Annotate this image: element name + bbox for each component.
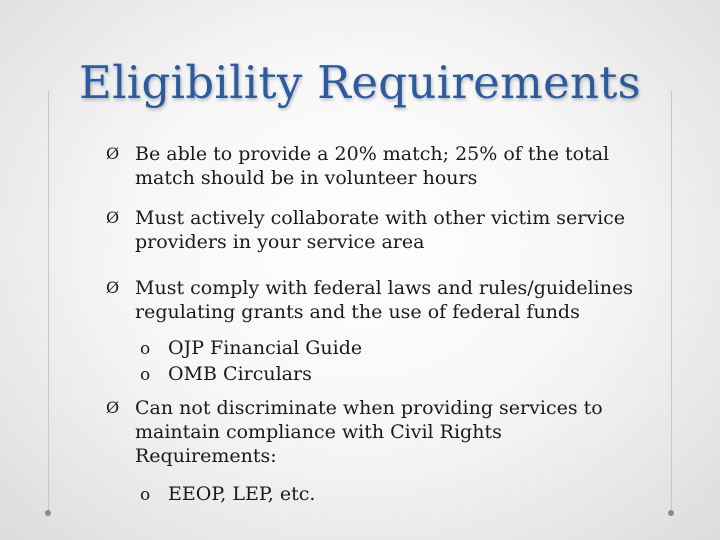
bullet-text: Must actively collaborate with other victim service providers in your service area — [135, 207, 626, 253]
sub-bullet-item — [140, 362, 312, 387]
circle-bullet-icon: o — [140, 339, 151, 359]
bullet-item — [106, 206, 655, 254]
sub-bullet-text: OMB Circulars — [168, 363, 312, 385]
arrow-bullet-icon: Ø — [106, 398, 120, 417]
bullet-text: Must comply with federal laws and rules/guidelines regulating grants and the use of federal funds — [135, 277, 633, 323]
arrow-bullet-icon: Ø — [106, 208, 120, 227]
arrow-bullet-icon: Ø — [106, 144, 120, 163]
slide-title: Eligibility Requirements — [78, 56, 642, 109]
bullet-item — [106, 142, 655, 190]
sub-bullet-text: EEOP, LEP, etc. — [168, 483, 316, 505]
bullet-item — [106, 396, 625, 468]
arrow-bullet-icon: Ø — [106, 278, 120, 297]
sub-bullet-item — [140, 336, 362, 361]
circle-bullet-icon: o — [140, 365, 151, 385]
sub-bullet-item — [140, 482, 315, 507]
bullet-text: Can not discriminate when providing services to maintain compliance with Civil Rights Requirements: — [135, 397, 603, 467]
bullet-item — [106, 276, 655, 324]
sub-bullet-text: OJP Financial Guide — [168, 337, 363, 359]
bullet-text: Be able to provide a 20% match; 25% of the total match should be in volunteer hours — [135, 143, 610, 189]
circle-bullet-icon: o — [140, 485, 151, 505]
